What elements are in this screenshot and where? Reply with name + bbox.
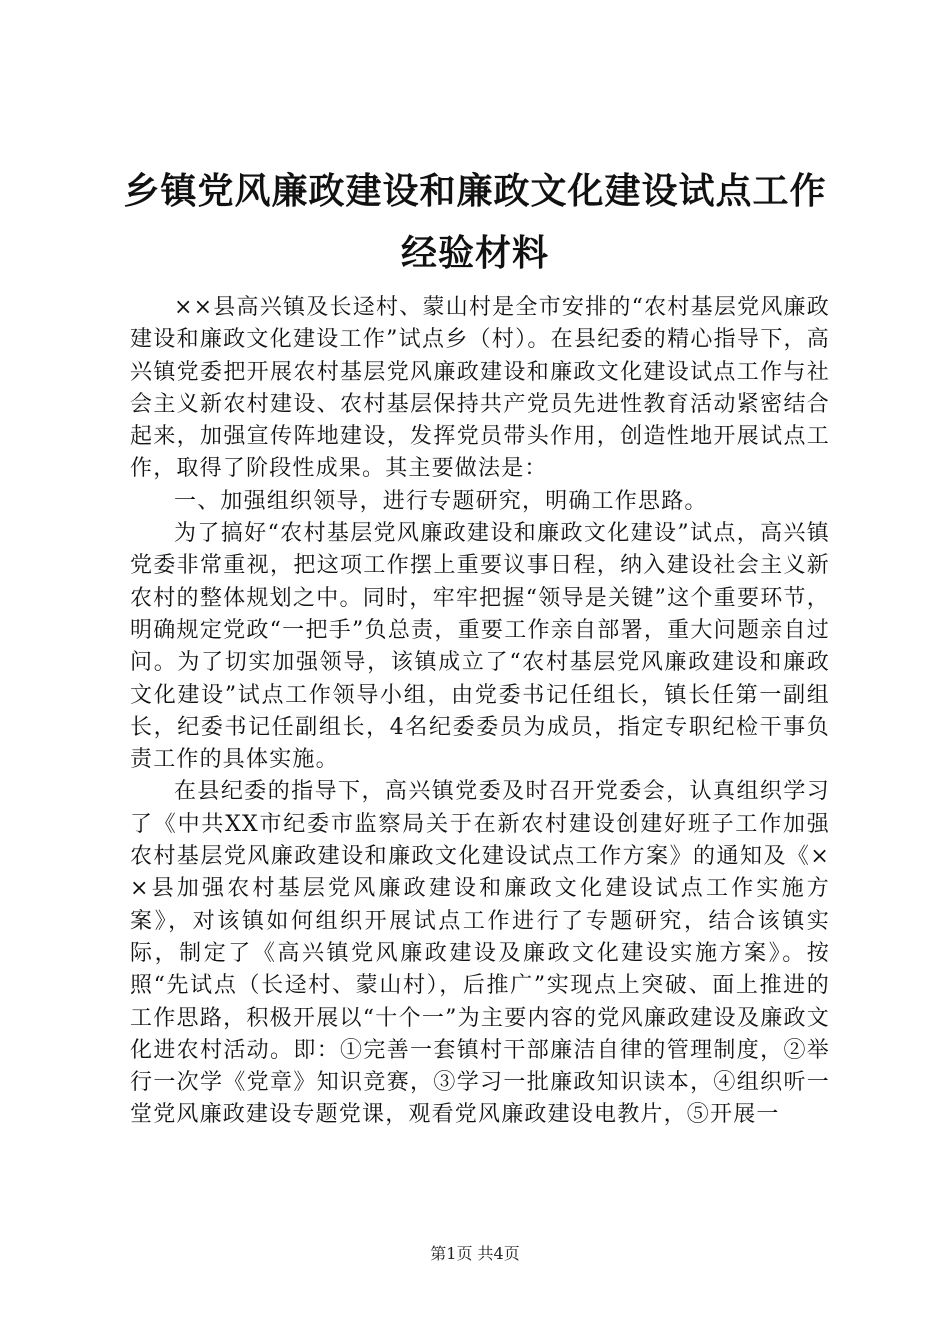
paragraph-leadership: 为了搞好“农村基层党风廉政建设和廉政文化建设”试点，高兴镇党委非常重视，把这项工作摆上重要议事日程，纳入建设社会主义新农村的整体规划之中。同时，牢牢把握“领导是关键”这个重要环节，明确规定党政“一把手”负总责，重要工作亲自部署，重大问题亲自过问。为了切实加强领导，该镇成立了“农村基层党风廉政建设和廉政文化建设”试点工作领导小组，由党委书记任组长，镇长任第一副组长，纪委书记任副组长，4名纪委委员为成员，指定专职纪检干事负责工作的具体实施。	[130, 521, 830, 773]
paragraph-heading-1: 一、加强组织领导，进行专题研究，明确工作思路。	[174, 488, 708, 514]
document-title: 乡镇党风廉政建设和廉政文化建设试点工作经验材料	[123, 170, 827, 274]
document-body	[130, 292, 830, 1132]
paragraph-intro: ××县高兴镇及长迳村、蒙山村是全市安排的“农村基层党风廉政建设和廉政文化建设工作”试点乡（村）。在县纪委的精心指导下，高兴镇党委把开展农村基层党风廉政建设和廉政文化建设试点工作与社会主义新农村建设、农村基层保持共产党员先进性教育活动紧密结合起来，加强宣传阵地建设，发挥党员带头作用，创造性地开展试点工作，取得了阶段性成果。其主要做法是：	[130, 295, 830, 482]
paragraph-study: 在县纪委的指导下，高兴镇党委及时召开党委会，认真组织学习了《中共XX市纪委市监察局关于在新农村建设创建好班子工作加强农村基层党风廉政建设和廉政文化建设试点工作方案》的通知及《××县加强农村基层党风廉政建设和廉政文化建设试点工作实施方案》，对该镇如何组织开展试点工作进行了专题研究，结合该镇实际，制定了《高兴镇党风廉政建设及廉政文化建设实施方案》。按照“先试点（长迳村、蒙山村），后推广”实现点上突破、面上推进的工作思路，积极开展以“十个一”为主要内容的党风廉政建设及廉政文化进农村活动。即：①完善一套镇村干部廉洁自律的管理制度，②举行一次学《党章》知识竞赛，③学习一批廉政知识读本，④组织听一堂党风廉政建设专题党课，观看党风廉政建设电教片，⑤开展一	[130, 779, 830, 1128]
page-footer: 第1页 共4页	[430, 1244, 520, 1263]
